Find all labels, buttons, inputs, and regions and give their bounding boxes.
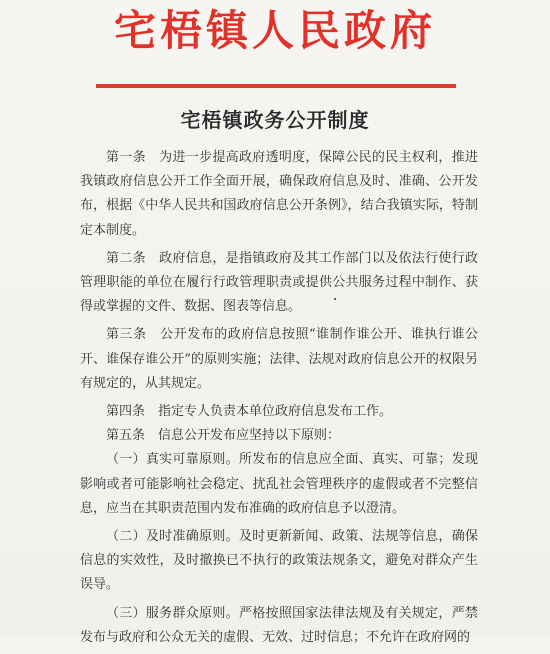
document-body: [80, 146, 478, 654]
article-5: 第五条 信息公开发布应坚持以下原则：: [106, 428, 341, 444]
principle-1: （一）真实可靠原则。所发布的信息应全面、真实、可靠；发现影响或者可能影响社会稳定、扰乱社会管理秩序的虚假或者不完整信息，应当在其职责范围内发布准确的政府信息予以澄清。: [80, 452, 478, 516]
red-divider-rule: [96, 84, 456, 88]
principle-2: （二）及时准确原则。及时更新新闻、政策、法规等信息，确保信息的实效性，及时撤换已不执行的政策法规条文，避免对群众产生误导。: [80, 529, 478, 593]
issuer-header: 宅梧镇人民政府: [113, 6, 436, 55]
article-1: 第一条 为进一步提高政府透明度，保障公民的民主权利，推进我镇政府信息公开工作全面开展，确保政府信息及时、准确、公开发布，根据《中华人民共和国政府信息公开条例》，结合我镇实际，特制定本制度。: [80, 150, 478, 238]
scan-speck: [334, 298, 336, 300]
article-2: 第二条 政府信息，是指镇政府及其工作部门以及依法行使行政管理职能的单位在履行行政管理职责或提供公共服务过程中制作、获得或掌握的文件、数据、图表等信息。: [80, 250, 478, 315]
principle-3: （三）服务群众原则。严格按照国家法律法规及有关规定，严禁发布与政府和公众无关的虚假、无效、过时信息；不允许在政府网的: [80, 605, 478, 645]
article-3: 第三条 公开发布的政府信息按照“谁制作谁公开、谁执行谁公开、谁保存谁公开”的原则实施；法律、法规对政府信息公开的权限另有规定的，从其规定。: [80, 327, 478, 391]
document-title: 宅梧镇政务公开制度: [180, 108, 370, 132]
article-4: 第四条 指定专人负责本单位政府信息发布工作。: [106, 404, 393, 420]
